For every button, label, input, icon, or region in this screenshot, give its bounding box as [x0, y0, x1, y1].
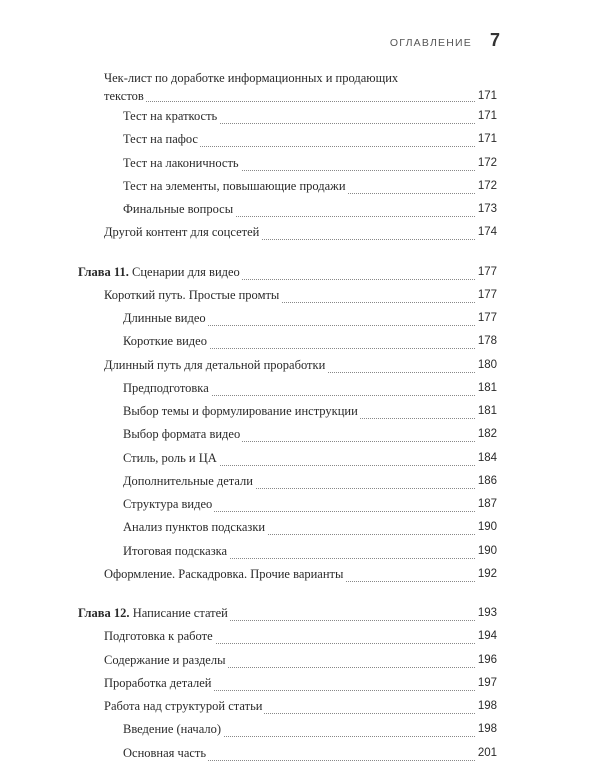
toc-entry-page: 198	[476, 695, 497, 718]
toc-entry-text: Проработка деталей	[104, 672, 213, 695]
toc-entry-text: Тест на пафос	[123, 128, 200, 151]
toc-chapter-heading	[78, 261, 242, 284]
toc-entry[interactable]	[0, 354, 600, 377]
toc-entry-page: 178	[476, 330, 497, 353]
toc-entry-text: Длинные видео	[123, 307, 208, 330]
toc-entry-text: Чек-лист по доработке информационных и продающих	[104, 71, 399, 85]
toc-entry[interactable]	[0, 649, 600, 672]
toc-entry-page: 198	[476, 718, 497, 741]
toc-entry-page: 181	[476, 377, 497, 400]
toc-entry-page: 173	[476, 198, 497, 221]
toc-entry[interactable]	[0, 718, 600, 741]
toc-entry-page: 190	[476, 540, 497, 563]
toc-entry-page: 187	[476, 493, 497, 516]
toc-entry[interactable]	[0, 284, 600, 307]
toc-entry-text: Работа над структурой статьи	[104, 695, 264, 718]
toc-entry[interactable]	[0, 695, 600, 718]
toc-entry-page: 182	[476, 423, 497, 446]
toc-entry-page: 174	[476, 221, 497, 244]
toc-chapter-11[interactable]	[0, 261, 600, 284]
toc-entry[interactable]	[0, 423, 600, 446]
toc-entry-page: 193	[476, 602, 497, 625]
chapter-label: Глава 12.	[78, 606, 130, 620]
toc-entry-text: Предподготовка	[123, 377, 211, 400]
toc-entry-page: 171	[476, 105, 497, 128]
toc-entry-text: Другой контент для соцсетей	[104, 221, 261, 244]
toc-entry-page: 196	[476, 649, 497, 672]
toc-entry-text: Дополнительные детали	[123, 470, 255, 493]
toc-entry-text: Подготовка к работе	[104, 625, 215, 648]
toc-entry[interactable]	[0, 307, 600, 330]
toc-entry-text: Итоговая подсказка	[123, 540, 229, 563]
toc-entry-page: 171	[476, 128, 497, 151]
toc-entry-page: 197	[476, 672, 497, 695]
toc-entry[interactable]	[0, 152, 600, 175]
toc-entry-page: 184	[476, 447, 497, 470]
page-header	[380, 30, 500, 54]
toc-entry[interactable]	[0, 175, 600, 198]
toc-entry-text: Введение (начало)	[123, 718, 223, 741]
toc-entry-page: 181	[476, 400, 497, 423]
toc-entry[interactable]	[0, 330, 600, 353]
toc-entry[interactable]	[0, 447, 600, 470]
toc-entry[interactable]	[0, 742, 600, 765]
chapter-title: Сценарии для видео	[132, 264, 240, 279]
toc-entry[interactable]	[0, 105, 600, 128]
toc-entry-text: Оформление. Раскадровка. Прочие варианты	[104, 563, 345, 586]
toc-entry-page: 177	[476, 284, 497, 307]
toc-entry-text: Структура видео	[123, 493, 214, 516]
toc-chapter-12[interactable]	[0, 602, 600, 625]
toc-entry-page: 172	[476, 175, 497, 198]
toc-entry-wrapped-start[interactable]	[0, 69, 600, 87]
toc-entry-page: 186	[476, 470, 497, 493]
toc-entry-text: Анализ пунктов подсказки	[123, 516, 267, 539]
toc-entry-page: 177	[476, 261, 497, 284]
toc-entry-page: 192	[476, 563, 497, 586]
toc-entry-text: Стиль, роль и ЦА	[123, 447, 219, 470]
toc-entry-page: 171	[476, 87, 497, 105]
toc-entry[interactable]	[0, 516, 600, 539]
toc-entry[interactable]	[0, 470, 600, 493]
toc-entry-page: 180	[476, 354, 497, 377]
toc-chapter-heading	[78, 602, 230, 625]
toc-entry[interactable]	[0, 377, 600, 400]
toc-entry[interactable]	[0, 493, 600, 516]
toc-entry-page: 201	[476, 742, 497, 765]
toc-entry-text: Содержание и разделы	[104, 649, 228, 672]
toc-entry-page: 172	[476, 152, 497, 175]
toc-entry[interactable]	[0, 540, 600, 563]
toc-entry-text: Финальные вопросы	[123, 198, 235, 221]
toc-entry-page: 194	[476, 625, 497, 648]
toc-entry-text: Тест на краткость	[123, 105, 219, 128]
toc-entry-text: текстов	[104, 89, 144, 103]
toc-entry[interactable]	[0, 221, 600, 244]
chapter-label: Глава 11.	[78, 264, 129, 279]
toc-entry-page: 177	[476, 307, 497, 330]
table-of-contents	[0, 69, 600, 765]
toc-entry-text: Тест на лаконичность	[123, 152, 241, 175]
toc-entry-text: Короткие видео	[123, 330, 209, 353]
chapter-title: Написание статей	[132, 606, 228, 620]
toc-entry[interactable]	[0, 672, 600, 695]
toc-entry[interactable]	[0, 625, 600, 648]
toc-entry-text: Основная часть	[123, 742, 208, 765]
toc-entry-text: Выбор формата видео	[123, 423, 242, 446]
page-number: 7	[489, 30, 500, 50]
toc-entry[interactable]	[0, 87, 600, 105]
toc-entry[interactable]	[0, 198, 600, 221]
toc-entry-text: Тест на элементы, повышающие продажи	[123, 175, 348, 198]
toc-entry-text: Короткий путь. Простые промты	[104, 284, 281, 307]
running-title: ОГЛАВЛЕНИЕ	[389, 37, 472, 49]
dot-leader	[104, 100, 497, 102]
toc-entry[interactable]	[0, 400, 600, 423]
toc-entry-text: Длинный путь для детальной проработки	[104, 354, 327, 377]
toc-entry-text: Выбор темы и формулирование инструкции	[123, 400, 360, 423]
toc-entry[interactable]	[0, 563, 600, 586]
toc-entry-page: 190	[476, 516, 497, 539]
toc-entry[interactable]	[0, 128, 600, 151]
